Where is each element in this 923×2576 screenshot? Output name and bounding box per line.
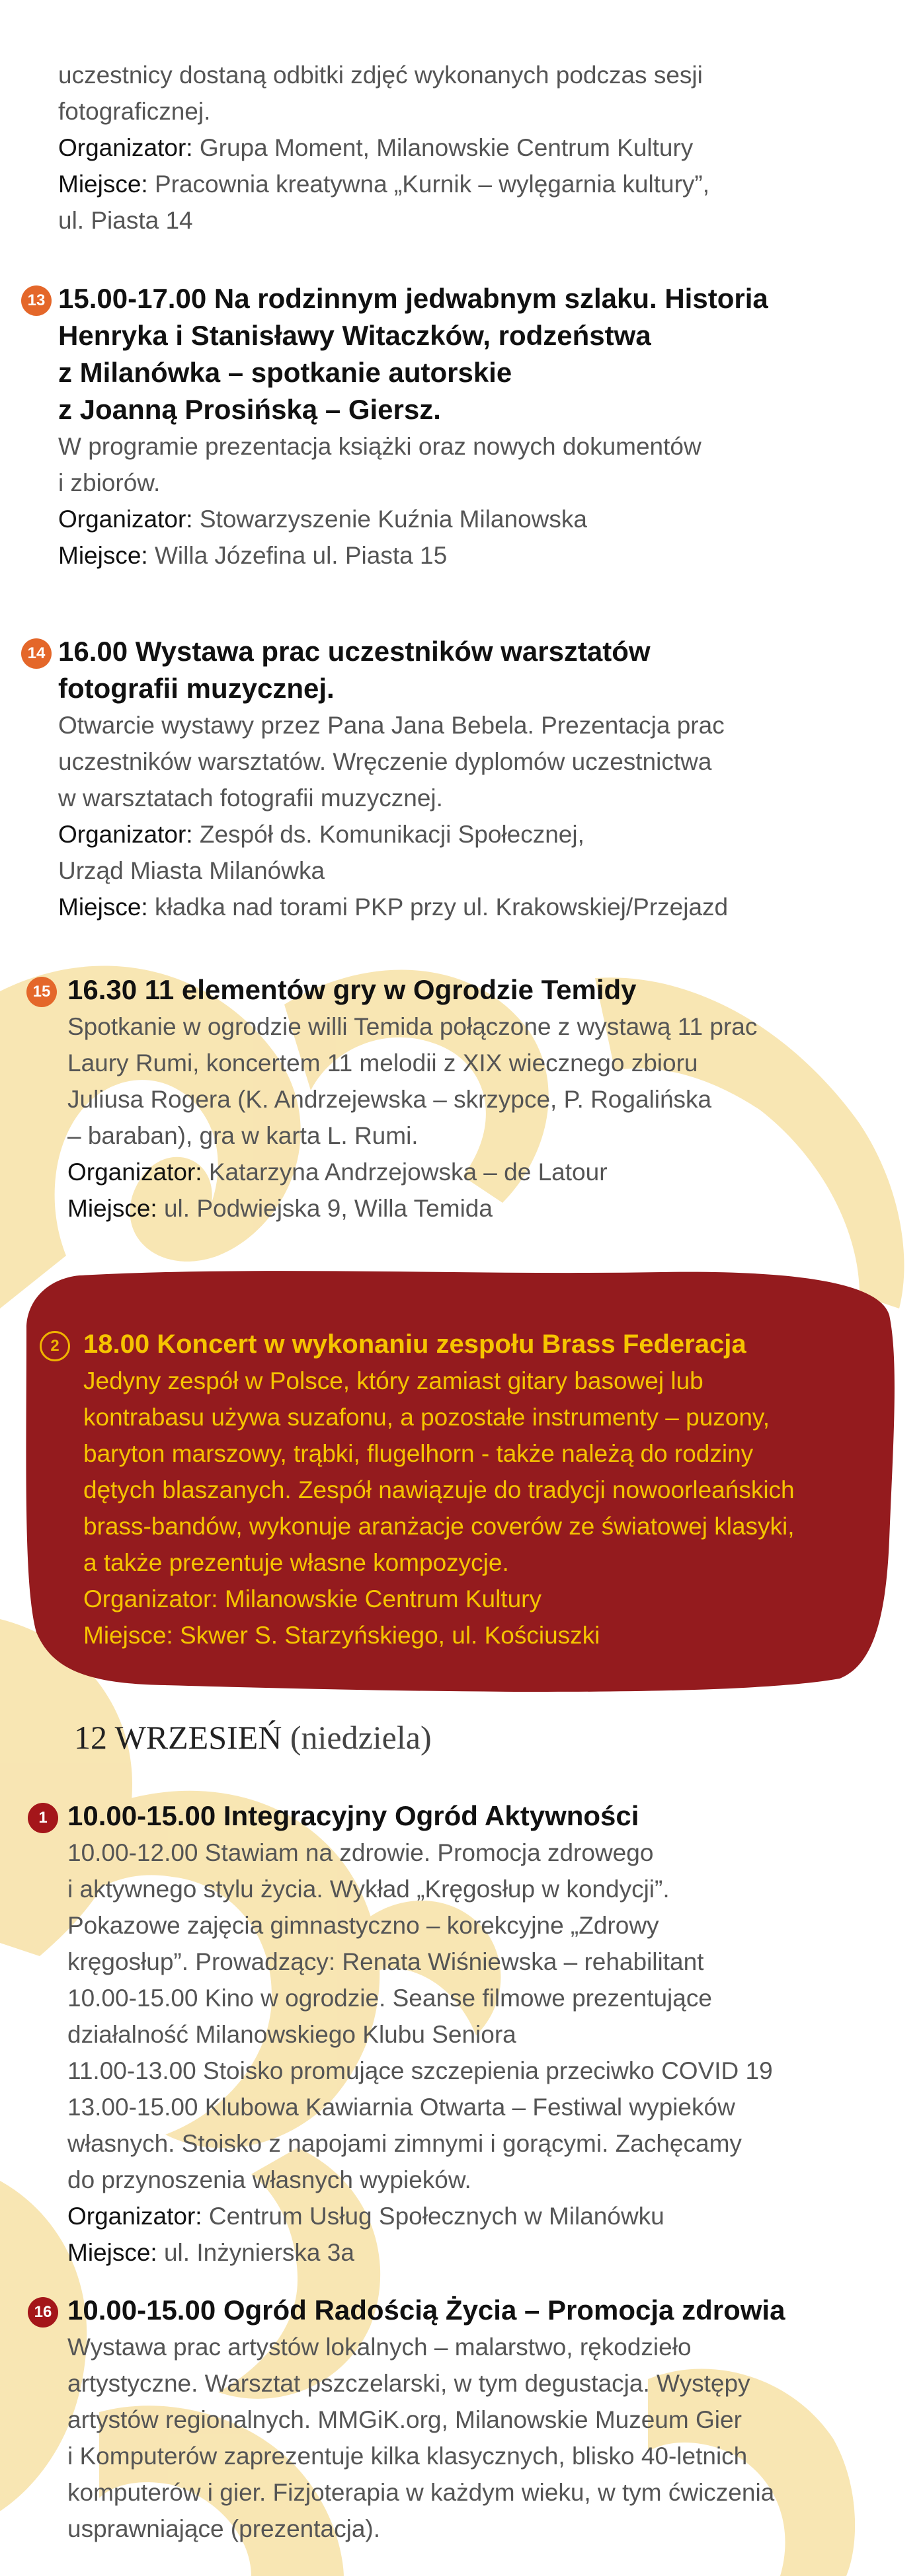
day-heading-weekday: (niedziela): [290, 1719, 432, 1756]
featured-desc-line: kontrabasu używa suzafonu, a pozostałe instrumenty – puzony,: [83, 1404, 770, 1431]
organizer-value: Stowarzyszenie Kuźnia Milanowska: [192, 506, 587, 533]
organizer-value: Katarzyna Andrzejowska – de Latour: [202, 1158, 608, 1186]
featured-desc-line: brass-bandów, wykonuje aranżacje coverów ze światowej klasyki,: [83, 1513, 795, 1540]
event-desc-line: i Komputerów zaprezentuje kilka klasycznych, blisko 40-letnich: [67, 2443, 748, 2470]
organizer-label: Organizator:: [58, 134, 193, 161]
place-value: Pracownia kreatywna „Kurnik – wylęgarnia kultury”,: [147, 170, 709, 198]
day-heading: [74, 1718, 432, 1757]
event-desc-line: komputerów i gier. Fizjoterapia w każdym wieku, w tym ćwiczenia: [67, 2479, 775, 2506]
event-desc-line: 10.00-15.00 Kino w ogrodzie. Seanse filmowe prezentujące: [67, 1985, 712, 2012]
event-16: [67, 2292, 894, 2547]
day-heading-date: 12 WRZESIEŃ: [74, 1719, 290, 1756]
organizer-label: Organizator:: [67, 1158, 202, 1186]
place-label: Miejsce:: [58, 170, 148, 198]
place-value: Willa Józefina ul. Piasta 15: [147, 542, 448, 569]
organizer-value: Centrum Usług Społecznych w Milanówku: [202, 2203, 664, 2230]
place-label: Miejsce:: [67, 1195, 157, 1222]
event-desc-line: W programie prezentacja książki oraz nowych dokumentów: [58, 433, 702, 460]
event-title: 16.30 11 elementów gry w Ogrodzie Temidy: [67, 974, 637, 1005]
intro-fragment: [58, 57, 885, 239]
event-desc-line: Otwarcie wystawy przez Pana Jana Bebela. Prezentacja prac: [58, 712, 725, 739]
place-value: ul. Piasta 14: [58, 207, 193, 234]
organizer-value: Urząd Miasta Milanówka: [58, 857, 325, 884]
event-desc-line: artystów regionalnych. MMGiK.org, Milanowskie Muzeum Gier: [67, 2406, 742, 2433]
event-title: 15.00-17.00 Na rodzinnym jedwabnym szlaku. Historia: [58, 283, 768, 314]
place-value: ul. Podwiejska 9, Willa Temida: [157, 1195, 493, 1222]
event-desc-line: Spotkanie w ogrodzie willi Temida połączone z wystawą 11 prac: [67, 1013, 758, 1040]
organizer-label: Organizator:: [58, 821, 193, 848]
featured-number-badge: 2: [40, 1331, 70, 1361]
featured-title: 18.00 Koncert w wykonaniu zespołu Brass Federacja: [83, 1330, 746, 1359]
place-label: Miejsce:: [58, 542, 148, 569]
featured-desc-line: a także prezentuje własne kompozycje.: [83, 1549, 509, 1576]
event-desc-line: 10.00-12.00 Stawiam na zdrowie. Promocja zdrowego: [67, 1839, 654, 1866]
intro-desc-line: fotograficznej.: [58, 98, 211, 125]
event-desc-line: Juliusa Rogera (K. Andrzejewska – skrzypce, P. Rogalińska: [67, 1086, 712, 1113]
event-title: fotografii muzycznej.: [58, 673, 335, 704]
event-title: 16.00 Wystawa prac uczestników warsztatów: [58, 636, 651, 667]
event-15: [67, 971, 894, 1227]
intro-desc-line: uczestnicy dostaną odbitki zdjęć wykonanych podczas sesji: [58, 61, 703, 89]
event-desc-line: własnych. Stoisko z napojami zimnymi i gorącymi. Zachęcamy: [67, 2130, 742, 2157]
place-value: kładka nad torami PKP przy ul. Krakowskiej/Przejazd: [147, 893, 729, 921]
event-desc-line: 13.00-15.00 Klubowa Kawiarnia Otwarta – Festiwal wypieków: [67, 2094, 735, 2121]
featured-concert: [83, 1326, 883, 1653]
place-label: Miejsce:: [67, 2239, 157, 2266]
event-desc-line: usprawniające (prezentacja).: [67, 2515, 381, 2542]
featured-desc-line: Jedyny zespół w Polsce, który zamiast gitary basowej lub: [83, 1367, 703, 1394]
event-1: [67, 1798, 894, 2271]
event-desc-line: działalność Milanowskiego Klubu Seniora: [67, 2021, 516, 2048]
organizer-value: Grupa Moment, Milanowskie Centrum Kultury: [192, 134, 694, 161]
event-desc-line: uczestników warsztatów. Wręczenie dyplomów uczestnictwa: [58, 748, 712, 775]
featured-organizer: Organizator: Milanowskie Centrum Kultury: [83, 1585, 542, 1612]
event-number-badge: 13: [21, 285, 52, 316]
event-desc-line: 11.00-13.00 Stoisko promujące szczepienia przeciwko COVID 19: [67, 2057, 773, 2084]
place-label: Miejsce:: [58, 893, 148, 921]
event-number-badge: 16: [28, 2297, 58, 2328]
event-desc-line: do przynoszenia własnych wypieków.: [67, 2166, 471, 2193]
event-desc-line: kręgosłup”. Prowadzący: Renata Wiśniewska – rehabilitant: [67, 1948, 704, 1975]
event-14: [58, 633, 885, 925]
organizer-label: Organizator:: [58, 506, 193, 533]
event-title: z Joanną Prosińską – Giersz.: [58, 394, 441, 425]
event-desc-line: artystyczne. Warsztat pszczelarski, w tym degustacja. Występy: [67, 2370, 750, 2397]
event-desc-line: – baraban), gra w karta L. Rumi.: [67, 1122, 419, 1149]
organizer-value: Zespół ds. Komunikacji Społecznej,: [192, 821, 584, 848]
event-desc-line: i zbiorów.: [58, 469, 161, 496]
event-number-badge: 14: [21, 638, 52, 669]
event-desc-line: Wystawa prac artystów lokalnych – malarstwo, rękodzieło: [67, 2333, 692, 2361]
event-desc-line: w warsztatach fotografii muzycznej.: [58, 784, 443, 812]
event-title: 10.00-15.00 Integracyjny Ogród Aktywności: [67, 1800, 639, 1831]
featured-desc-line: dętych blaszanych. Zespół nawiązuje do tradycji nowoorleańskich: [83, 1476, 795, 1503]
event-title: z Milanówka – spotkanie autorskie: [58, 357, 512, 388]
event-title: 10.00-15.00 Ogród Radością Życia – Promocja zdrowia: [67, 2294, 785, 2326]
event-desc-line: Laury Rumi, koncertem 11 melodii z XIX wiecznego zbioru: [67, 1049, 698, 1077]
featured-place: Miejsce: Skwer S. Starzyńskiego, ul. Kościuszki: [83, 1622, 600, 1649]
event-number-badge: 15: [26, 977, 57, 1007]
event-title: Henryka i Stanisławy Witaczków, rodzeństwa: [58, 320, 651, 351]
event-desc-line: i aktywnego stylu życia. Wykład „Kręgosłup w kondycji”.: [67, 1875, 670, 1903]
place-value: ul. Inżynierska 3a: [157, 2239, 354, 2266]
event-desc-line: Pokazowe zajęcia gimnastyczno – korekcyjne „Zdrowy: [67, 1912, 659, 1939]
featured-desc-line: baryton marszowy, trąbki, flugelhorn - także należą do rodziny: [83, 1440, 754, 1467]
event-number-badge: 1: [28, 1803, 58, 1833]
event-13: [58, 280, 885, 574]
organizer-label: Organizator:: [67, 2203, 202, 2230]
